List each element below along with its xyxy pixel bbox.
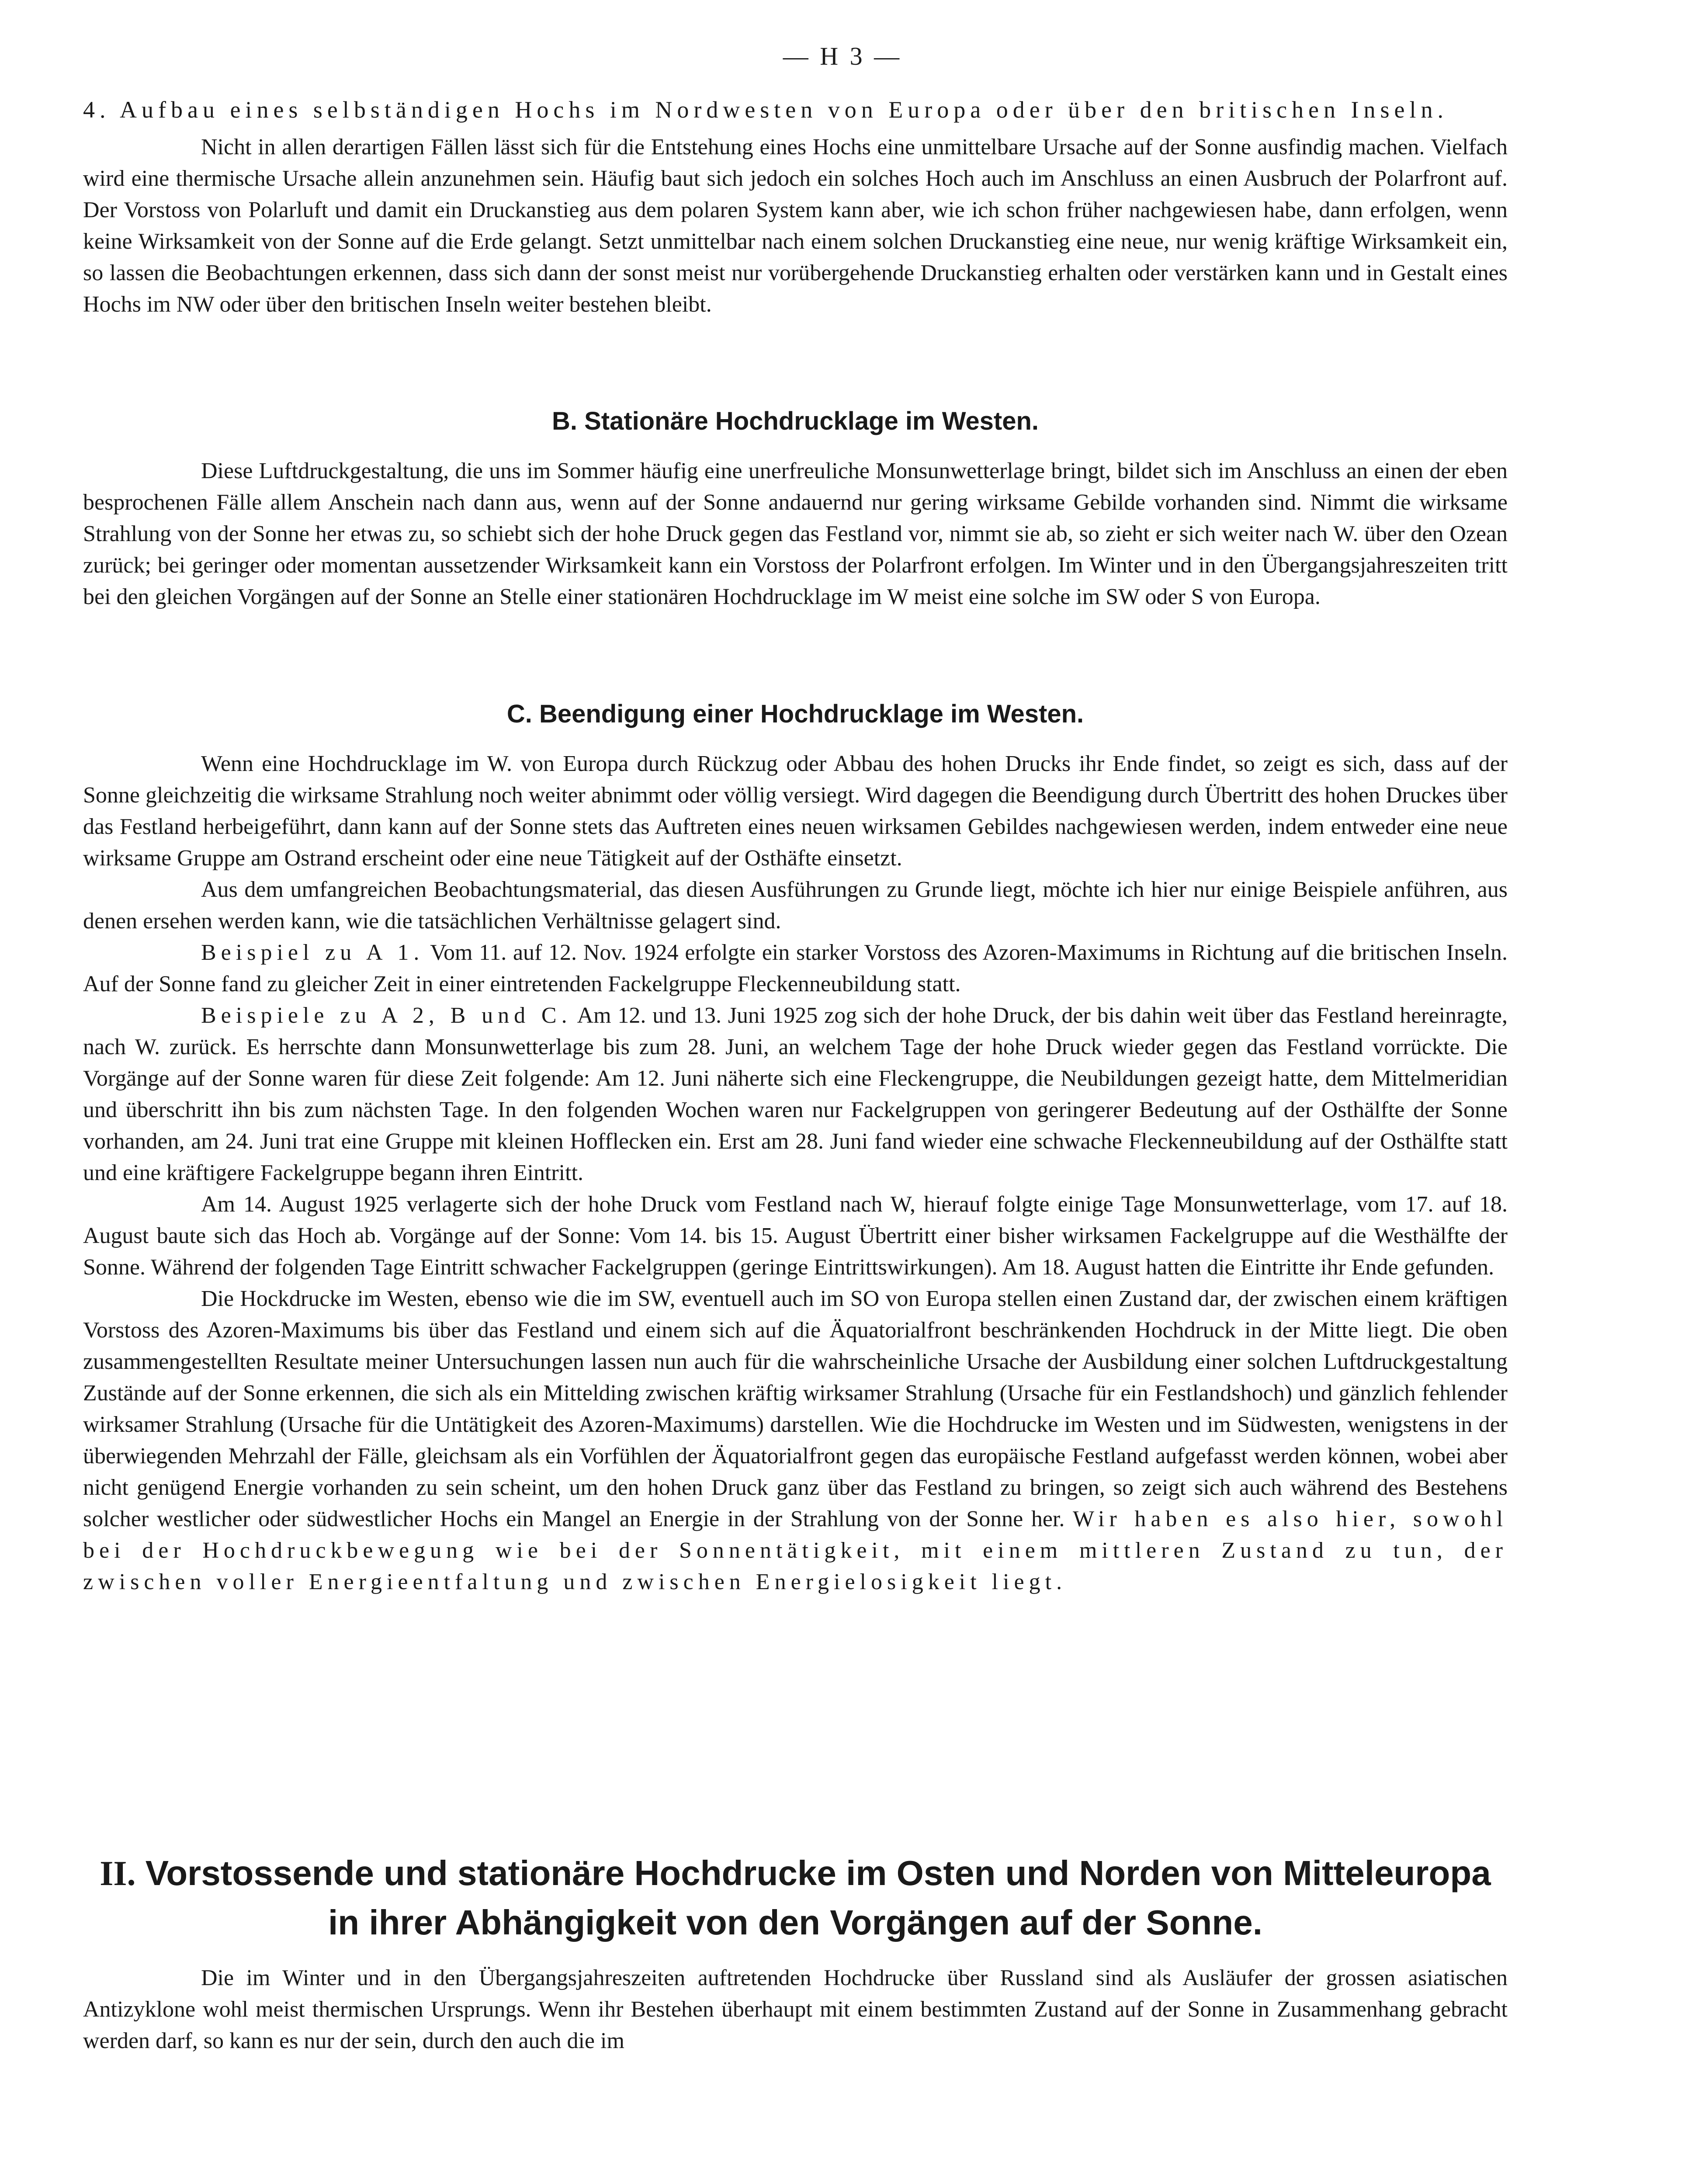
- example-a2-lead: Beispiele zu A 2, B und C.: [201, 1003, 572, 1028]
- section-ii-number: II.: [100, 1854, 136, 1893]
- section-ii-title-text: Vorstossende und stationäre Hochdrucke im Osten und Norden von Mitteleuropa in ihrer Abhängigkeit von den Vorgängen auf der Sonne.: [145, 1854, 1491, 1942]
- section-c-paragraph-1: Wenn eine Hochdrucklage im W. von Europa durch Rückzug oder Abbau des hohen Drucks ihr Ende findet, so zeigt es sich, dass auf der Sonne gleichzeitig die wirksame Strahlung noch weiter abnimmt oder völlig versiegt. Wird dagegen die Beendigung durch Übertritt des hohen Druckes über das Festland herbeigeführt, dann kann auf der Sonne stets das Auftreten eines neuen wirksamen Gebildes nachgewiesen werden, indem entweder eine neue wirksame Gruppe am Ostrand erscheint oder eine neue Tätigkeit auf der Osthäfte einsetzt.: [83, 751, 1508, 871]
- example-a2-text: Am 12. und 13. Juni 1925 zog sich der hohe Druck, der bis dahin weit über das Festland hereinragte, nach W. zurück. Es herrschte dann Monsunwetterlage bis zum 28. Juni, an welchem Tage der hohe Druck wieder gegen das Festland vorrückte. Die Vorgänge auf der Sonne waren für diese Zeit folgende: Am 12. Juni näherte sich eine Fleckengruppe, die Neubildungen gezeigt hatte, dem Mittelmeridian und überschritt ihn bis zum nächsten Tage. In den folgenden Wochen waren nur Fackelgruppen von geringerer Bedeutung auf der Osthälfte der Sonne vorhanden, am 24. Juni trat eine Gruppe mit kleinen Hofflecken ein. Erst am 28. Juni fand wieder eine schwache Fleckenneubildung auf der Osthälfte statt und eine kräftigere Fackelgruppe begann ihren Eintritt.: [83, 1003, 1508, 1185]
- section-b-paragraph: Diese Luftdruckgestaltung, die uns im Sommer häufig eine unerfreuliche Monsunwetterlage bringt, bildet sich im Anschluss an einen der eben besprochenen Fälle allem Anschein nach dann aus, wenn auf der Sonne andauernd nur gering wirksame Gebilde vorhanden sind. Nimmt die wirksame Strahlung von der Sonne her etwas zu, so schiebt sich der hohe Druck gegen das Festland vor, nimmt sie ab, so zieht er sich weiter nach W. über den Ozean zurück; bei geringer oder momentan aussetzender Wirksamkeit kann ein Vorstoss der Polarfront erfolgen. Im Winter und in den Übergangsjahreszeiten tritt bei den gleichen Vorgängen auf der Sonne an Stelle einer stationären Hochdrucklage im W meist eine solche im SW oder S von Europa.: [83, 458, 1508, 609]
- section-c-title: C. Beendigung einer Hochdrucklage im Westen.: [506, 700, 1084, 728]
- section-c-paragraph-6: [83, 1283, 1508, 1598]
- section-b: [83, 406, 1508, 613]
- section-c-paragraph-6-text: Die Hockdrucke im Westen, ebenso wie die im SW, eventuell auch im SO von Europa stellen einen Zustand dar, der zwischen einem kräftigen Vorstoss des Azoren-Maximums bis über das Festland und einem sich auf die Äquatorialfront beschränkenden Hochdruck in der Mitte liegt. Die oben zusammengestellten Resultate meiner Untersuchungen lassen nun auch für die wahrscheinliche Ursache der Ausbildung einer solchen Luftdruckgestaltung Zustände auf der Sonne erkennen, die sich als ein Mittelding zwischen kräftig wirksamer Strahlung (Ursache für ein Festlandshoch) und gänzlich fehlender wirksamer Strahlung (Ursache für die Untätigkeit des Azoren-Maximums) darstellen. Wie die Hochdrucke im Westen und im Südwesten, wenigstens in der überwiegenden Mehrzahl der Fälle, gleichsam als ein Vorfühlen der Äquatorialfront gegen das europäische Festland aufgefasst werden können, wobei aber nicht genügend Energie vorhanden zu sein scheint, um den hohen Druck ganz über das Festland zu bringen, so zeigt sich auch während des Bestehens solcher westlicher oder südwestlicher Hochs ein Mangel an Energie in der Strahlung von der Sonne her.: [83, 1286, 1508, 1531]
- section-4-heading: 4. Aufbau eines selbständigen Hochs im Nordwesten von Europa oder über den britischen Inseln.: [83, 97, 1448, 123]
- example-a1-lead: Beispiel zu A 1.: [201, 940, 424, 965]
- example-a2-b-c: [83, 1000, 1508, 1189]
- section-c-paragraph-6-spaced: Wir haben es also hier, sowohl bei der Hochdruckbewegung wie bei der Sonnentätigkeit, mit einem mittleren Zustand zu tun, der zwischen voller Energieentfaltung und zwischen Energielosigkeit liegt.: [83, 1507, 1508, 1594]
- section-c-paragraph-5: Am 14. August 1925 verlagerte sich der hohe Druck vom Festland nach W, hierauf folgte einige Tage Monsunwetterlage, vom 17. auf 18. August baute sich das Hoch ab. Vorgänge auf der Sonne: Vom 14. bis 15. August Übertritt einer bisher wirksamen Fackelgruppe auf die Westhälfte der Sonne. Während der folgenden Tage Eintritt schwacher Fackelgruppen (geringe Eintrittswirkungen). Am 18. August hatten die Eintritte ihr Ende gefunden.: [83, 1192, 1508, 1280]
- section-c-paragraph-2: Aus dem umfangreichen Beobachtungsmaterial, das diesen Ausführungen zu Grunde liegt, möchte ich hier nur einige Beispiele anführen, aus denen ersehen werden kann, wie die tatsächlichen Verhältnisse gelagert sind.: [83, 877, 1508, 934]
- section-4: [83, 94, 1508, 320]
- example-a1-text: Vom 11. auf 12. Nov. 1924 erfolgte ein starker Vorstoss des Azoren-Maximums in Richtung auf die britischen Inseln. Auf der Sonne fand zu gleicher Zeit in einer eintretenden Fackelgruppe Fleckenneubildung statt.: [83, 940, 1508, 997]
- section-b-title: B. Stationäre Hochdrucklage im Westen.: [551, 407, 1039, 435]
- section-ii-title: [83, 1849, 1508, 1947]
- section-c: [83, 699, 1508, 1598]
- section-ii-paragraph: Die im Winter und in den Übergangsjahreszeiten auftretenden Hochdrucke über Russland sind als Ausläufer der grossen asiatischen Antizyklone wohl meist thermischen Ursprungs. Wenn ihr Bestehen überhaupt mit einem bestimmten Zustand auf der Sonne in Zusammenhang gebracht werden darf, so kann es nur der sein, durch den auch die im: [83, 1965, 1508, 2053]
- section-ii: [83, 1849, 1508, 2057]
- example-a1: [83, 937, 1508, 1000]
- section-4-paragraph: Nicht in allen derartigen Fällen lässt sich für die Entstehung eines Hochs eine unmittelbare Ursache auf der Sonne ausfindig machen. Vielfach wird eine thermische Ursache allein anzunehmen sein. Häufig baut sich jedoch ein solches Hoch auch im Anschluss an einen Ausbruch der Polarfront auf. Der Vorstoss von Polarluft und damit ein Druckanstieg aus dem polaren System kann aber, wie ich schon früher nachgewiesen habe, dann erfolgen, wenn keine Wirksamkeit von der Sonne auf die Erde gelangt. Setzt unmittelbar nach einem solchen Druckanstieg eine neue, nur wenig kräftige Wirksamkeit ein, so lassen die Beobachtungen erkennen, dass sich dann der sonst meist nur vorübergehende Druckanstieg erhalten oder verstärken kann und in Gestalt eines Hochs im NW oder über den britischen Inseln weiter bestehen bleibt.: [83, 135, 1508, 317]
- page-number: — H 3 —: [783, 42, 902, 70]
